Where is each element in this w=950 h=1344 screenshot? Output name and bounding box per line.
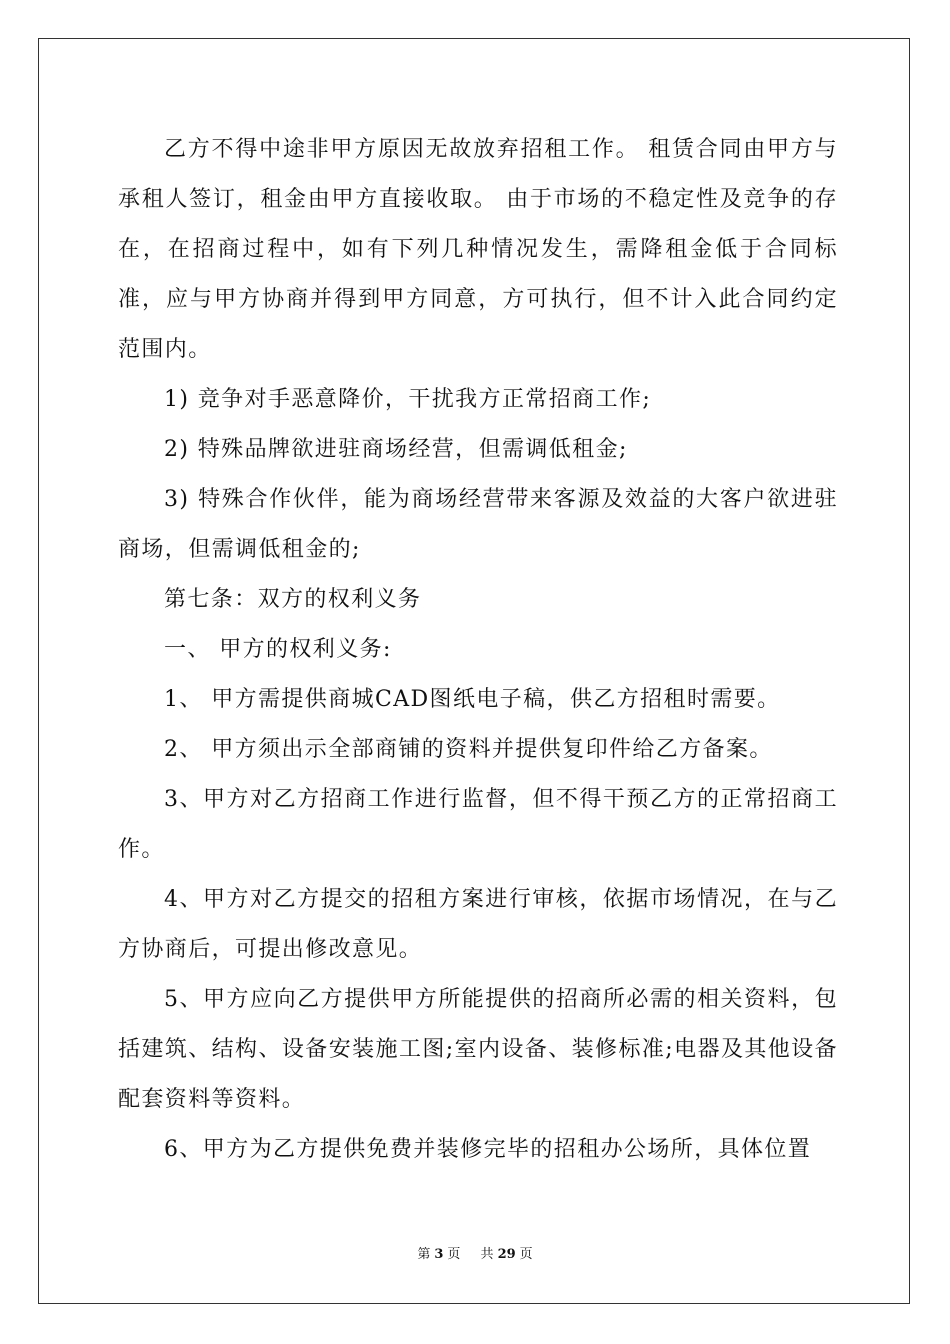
clause-1: 1、 甲方需提供商城CAD图纸电子稿，供乙方招租时需要。 bbox=[164, 687, 781, 712]
page-footer bbox=[0, 1247, 950, 1263]
clause-5: 5、甲方应向乙方提供甲方所能提供的招商所必需的相关资料，包括建筑、结构、设备安装施工图;室内设备、装修标准;电器及其他设备配套资料等资料。 bbox=[118, 987, 838, 1112]
paragraph-item-3: 3) 特殊合作伙伴，能为商场经营带来客源及效益的大客户欲进驻商场，但需调低租金的; bbox=[118, 487, 838, 562]
page-indicator: 第 3 页 bbox=[417, 1247, 461, 1262]
clause-4: 4、甲方对乙方提交的招租方案进行审核，依据市场情况，在与乙方协商后，可提出修改意见。 bbox=[118, 887, 838, 962]
clause-6: 6、甲方为乙方提供免费并装修完毕的招租办公场所，具体位置 bbox=[164, 1137, 812, 1162]
paragraph-item-2: 2) 特殊品牌欲进驻商场经营，但需调低租金; bbox=[164, 437, 628, 462]
document-body bbox=[118, 125, 838, 1175]
total-pages: 29 bbox=[497, 1247, 516, 1262]
section-party-a-heading: 一、 甲方的权利义务: bbox=[164, 637, 392, 662]
page-number: 3 bbox=[434, 1247, 444, 1262]
article-seven-heading: 第七条：双方的权利义务 bbox=[164, 587, 422, 612]
paragraph-leasing-terms: 乙方不得中途非甲方原因无故放弃招租工作。 租赁合同由甲方与承租人签订，租金由甲方直接收取。 由于市场的不稳定性及竞争的存在，在招商过程中，如有下列几种情况发生，需降租金低于合同标准，应与甲方协商并得到甲方同意，方可执行，但不计入此合同约定范围内。 bbox=[118, 137, 838, 362]
paragraph-item-1: 1) 竞争对手恶意降价，干扰我方正常招商工作; bbox=[164, 387, 652, 412]
total-pages-indicator: 共 29 页 bbox=[480, 1247, 533, 1262]
clause-3: 3、甲方对乙方招商工作进行监督，但不得干预乙方的正常招商工作。 bbox=[118, 787, 838, 862]
clause-2: 2、 甲方须出示全部商铺的资料并提供复印件给乙方备案。 bbox=[164, 737, 773, 762]
